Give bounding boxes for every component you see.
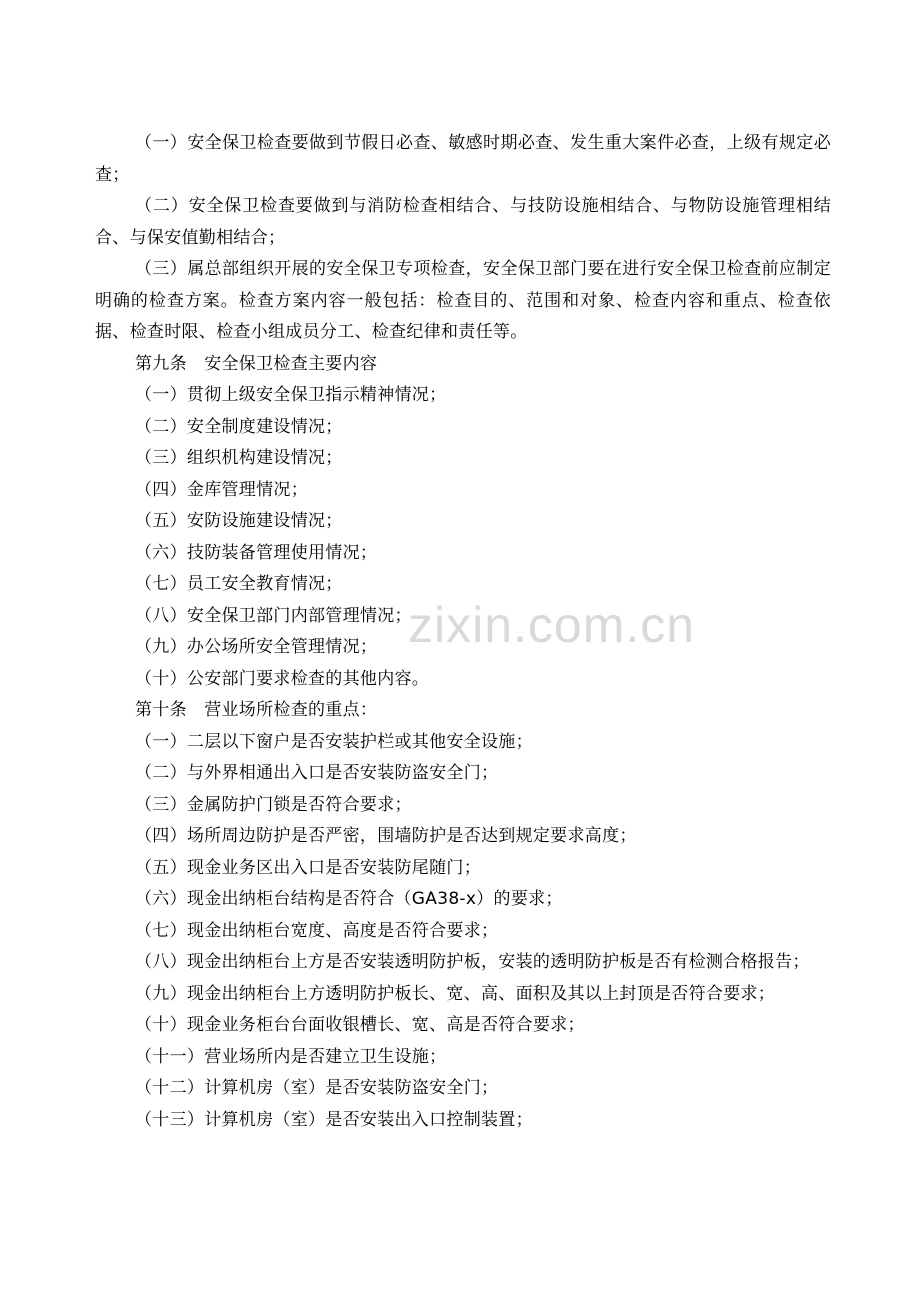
list-item: （八）安全保卫部门内部管理情况； [135, 605, 412, 626]
list-item: （十）现金业务柜台台面收银槽长、宽、高是否符合要求； [135, 1015, 585, 1035]
list-item: （十三）计算机房（室）是否安装出入口控制装置； [135, 1109, 533, 1130]
list-item: （二）与外界相通出入口是否安装防盗安全门； [135, 763, 499, 783]
list-item: （四）场所周边防护是否严密，围墙防护是否达到规定要求高度； [135, 826, 637, 846]
list-item: （七）员工安全教育情况； [135, 574, 343, 594]
list-item: （三）组织机构建设情况； [135, 448, 343, 468]
list-item: （一）二层以下窗户是否安装护栏或其他安全设施； [135, 731, 533, 752]
list-item: （五）现金业务区出入口是否安装防尾随门； [135, 857, 481, 878]
document-body [95, 128, 831, 1136]
list-item: （九）办公场所安全管理情况； [135, 637, 378, 657]
article-9-heading: 第九条 安全保卫检查主要内容 [135, 353, 378, 374]
list-item: （十一）营业场所内是否建立卫生设施； [135, 1046, 447, 1067]
paragraph-special-check-plan: （三）属总部组织开展的安全保卫专项检查，安全保卫部门要在进行安全保卫检查前应制定明确的检查方案。检查方案内容一般包括：检查目的、范围和对象、检查内容和重点、检查依据、检查时限、检查小组成员分工、检查纪律和责任等。 [95, 259, 831, 342]
list-item: （七）现金出纳柜台宽度、高度是否符合要求； [135, 920, 499, 941]
list-item: （四）金库管理情况； [135, 479, 308, 500]
article-10-heading: 第十条 营业场所检查的重点： [135, 700, 378, 720]
list-item: （十二）计算机房（室）是否安装防盗安全门； [135, 1078, 499, 1098]
list-item: （二）安全制度建设情况； [135, 416, 343, 437]
list-item: （九）现金出纳柜台上方透明防护板长、宽、高、面积及其以上封顶是否符合要求； [135, 983, 776, 1004]
list-item: （六）技防装备管理使用情况； [135, 542, 378, 563]
list-item: （六）现金出纳柜台结构是否符合（GA38-x）的要求； [135, 889, 563, 909]
list-item: （十）公安部门要求检查的其他内容。 [135, 668, 430, 689]
list-item: （一）贯彻上级安全保卫指示精神情况； [135, 385, 447, 405]
watermark: zixin.com.cn [408, 597, 696, 653]
list-item: （五）安防设施建设情况； [135, 511, 343, 531]
list-item: （八）现金出纳柜台上方是否安装透明防护板，安装的透明防护板是否有检测合格报告； [135, 952, 810, 972]
list-item: （三）金属防护门锁是否符合要求； [135, 794, 412, 815]
paragraph-security-check-combination: （二）安全保卫检查要做到与消防检查相结合、与技防设施相结合、与物防设施管理相结合、与保安值勤相结合； [95, 196, 831, 248]
paragraph-security-check-timing: （一）安全保卫检查要做到节假日必查、敏感时期必查、发生重大案件必查，上级有规定必查； [95, 133, 831, 185]
